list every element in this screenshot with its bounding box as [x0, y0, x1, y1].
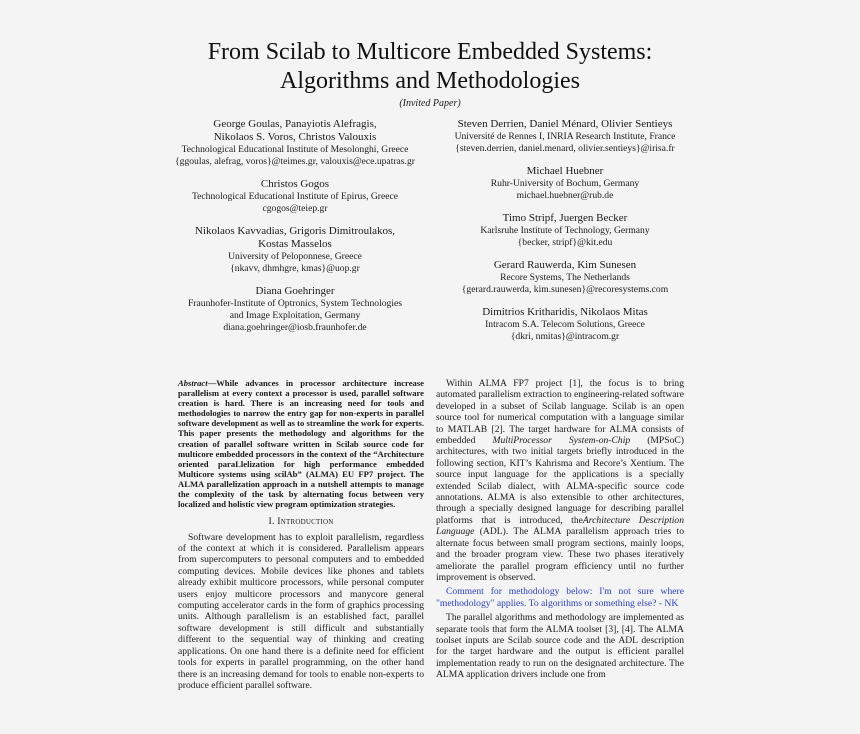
- author-name-line: Kostas Masselos: [258, 238, 332, 250]
- alma-paragraph: [436, 378, 684, 583]
- author-name-line: Nikolaos S. Voros, Christos Valouxis: [213, 131, 377, 143]
- author-name-line: Dimitrios Kritharidis, Nikolaos Mitas: [482, 306, 648, 318]
- affiliation-line: Technological Educational Institute of Mesolonghi, Greece: [181, 144, 409, 155]
- author-names: [430, 118, 700, 131]
- affiliation-line: and Image Exploitation, Germany: [229, 310, 361, 321]
- affiliation-line: {steven.derrien, daniel.menard, olivier.sentieys}@irisa.fr: [455, 143, 675, 154]
- abstract: [178, 378, 424, 509]
- section-title: Introduction: [277, 516, 334, 528]
- right-text-column: [436, 378, 684, 681]
- author-name-line: Diana Goehringer: [255, 285, 335, 297]
- author-names: [430, 306, 700, 319]
- author-name-line: Nikolaos Kavvadias, Grigoris Dimitroulakos,: [194, 225, 396, 237]
- section-number: I.: [268, 516, 275, 528]
- author-affiliation: [430, 131, 700, 155]
- author-affiliation: [160, 251, 430, 275]
- author-names: [160, 285, 430, 298]
- author-block: [430, 165, 700, 202]
- affiliation-line: {nkavv, dhmhgre, kmas}@uop.gr: [230, 263, 360, 274]
- authors-left-column: [160, 118, 430, 344]
- author-name-line: George Goulas, Panayiotis Alefragis,: [213, 118, 377, 130]
- author-affiliation: [160, 191, 430, 215]
- author-name-line: Michael Huebner: [526, 165, 604, 177]
- affiliation-line: michael.huebner@rub.de: [516, 190, 614, 201]
- affiliation-line: {becker, stripf}@kit.edu: [517, 237, 613, 248]
- affiliation-line: {dkri, nmitas}@intracom.gr: [510, 331, 620, 342]
- left-text-column: [178, 378, 424, 691]
- author-block: [430, 118, 700, 155]
- invited-note: (Invited Paper): [399, 98, 461, 109]
- author-block: [160, 118, 430, 168]
- alma-text-c: (ADL). The ALMA parallelism approach tries to alternate focus between small program sections, mainly loops, and the broader program view. These two phases iteratively ameliorate the parallel program efficiency until no further improvement is observed.: [436, 526, 684, 583]
- affiliation-line: cgogos@teiep.gr: [262, 203, 328, 214]
- author-block: [430, 212, 700, 249]
- adl-term: Architecture Description Language: [436, 514, 684, 538]
- author-affiliation: [430, 178, 700, 202]
- abstract-label: Abstract: [178, 378, 208, 388]
- affiliation-line: Technological Educational Institute of Epirus, Greece: [191, 191, 399, 202]
- author-block: [430, 306, 700, 343]
- author-name-line: Timo Stripf, Juergen Becker: [502, 212, 628, 224]
- alma-text-b: (MPSoC) architectures, with two initial targets briefly introduced in the following section, KIT’s Kahrisma and Recore’s Xentium. The source input language for the applications is a specially extended Scilab dialect, with ALMA-specific source code annotations. ALMA is also extensible to other architectures, through a specially designed language for describing parallel platforms that is introduced, the: [436, 435, 684, 526]
- author-block: [160, 285, 430, 334]
- abstract-text: —While advances in processor architecture increase parallelism at every context a processor is used, parallel software creation is hard. There is an increasing need for tools and methodologies to narrow the entry gap for non-experts in parallel software development as well as to streamline the work for experts. This paper presents the methodology and algorithms for the creation of parallel software written in Scilab source code for multicore embedded processors in the context of the “Architecture oriented paraLlelization for high performance embedded Multicore systems using scilAb” (ALMA) EU FP7 project. The ALMA parallelization approach in a nutshell attempts to manage the complexity of the task by alternating focus between very localized and holistic view program optimization strategies.: [178, 378, 424, 510]
- intro-paragraph: Software development has to exploit parallelism, regardless of the context at which it is considered. Parallelism appears from supercomputers to personal computers and to embedded computing devices. Mobile devices like phones and tablets already exhibit multicore processors, while personal computer users enjoy multicore processors and manycore general computing accelerator cards in the form of graphics processing units. Although parallelism is an established fact, parallel software development is still difficult and substantially different to the sequential way of thinking and creating applications. On one hand there is a definite need for efficient tools for experts in parallel programming, on the other hand there is an increasing demand for tools to enable non-experts to produce efficient parallel software.: [178, 531, 424, 691]
- mpsoc-term: MultiProcessor System-on-Chip: [492, 435, 631, 447]
- authors-right-column: [430, 118, 700, 353]
- author-names: [430, 165, 700, 178]
- affiliation-line: diana.goehringer@iosb.fraunhofer.de: [223, 322, 367, 333]
- affiliation-line: {ggoulas, alefrag, voros}@teimes.gr, valouxis@ece.upatras.gr: [175, 156, 415, 167]
- author-affiliation: [430, 319, 700, 343]
- affiliation-line: {gerard.rauwerda, kim.sunesen}@recoresystems.com: [461, 284, 669, 295]
- review-comment: Comment for methodology below: I'm not sure where "methodology" applies. To algorithms or something else? - NK: [436, 586, 684, 609]
- author-affiliation: [430, 225, 700, 249]
- author-names: [160, 118, 430, 144]
- author-block: [160, 225, 430, 275]
- author-affiliation: [160, 298, 430, 334]
- author-names: [430, 212, 700, 225]
- affiliation-line: Ruhr-University of Bochum, Germany: [490, 178, 640, 189]
- author-affiliation: [160, 144, 430, 168]
- author-names: [160, 178, 430, 191]
- section-heading: [178, 516, 424, 527]
- affiliation-line: Intracom S.A. Telecom Solutions, Greece: [485, 319, 645, 330]
- alma-text-a: Within ALMA FP7 project [1], the focus is to bring automated parallelism extraction to engineering-related software developed in a subset of Scilab language. Scilab is an open source tool for numerical computation with a language similar to MATLAB [2]. The target hardware for ALMA consists of embedded: [436, 378, 684, 447]
- affiliation-line: Fraunhofer-Institute of Optronics, System Technologies: [188, 298, 402, 309]
- author-name-line: Steven Derrien, Daniel Ménard, Olivier Sentieys: [457, 118, 673, 130]
- toolset-paragraph: The parallel algorithms and methodology are implemented as separate tools that form the ALMA toolset [3], [4]. The ALMA toolset inputs are Scilab source code and the ADL description for the target hardware and the output is efficient parallel implementation ready to run on the designated architecture. The ALMA application drivers include one from: [436, 612, 684, 681]
- affiliation-line: Karlsruhe Institute of Technology, Germany: [480, 225, 650, 236]
- author-names: [430, 259, 700, 272]
- author-block: [160, 178, 430, 215]
- author-names: [160, 225, 430, 251]
- title-line-2: Algorithms and Methodologies: [280, 68, 580, 94]
- author-name-line: Christos Gogos: [260, 178, 330, 190]
- author-block: [430, 259, 700, 296]
- paper-title: [0, 38, 860, 96]
- affiliation-line: Université de Rennes I, INRIA Research Institute, France: [454, 131, 676, 142]
- author-affiliation: [430, 272, 700, 296]
- author-name-line: Gerard Rauwerda, Kim Sunesen: [493, 259, 637, 271]
- affiliation-line: University of Peloponnese, Greece: [228, 251, 362, 262]
- title-line-1: From Scilab to Multicore Embedded Systems:: [207, 39, 653, 65]
- affiliation-line: Recore Systems, The Netherlands: [500, 272, 630, 283]
